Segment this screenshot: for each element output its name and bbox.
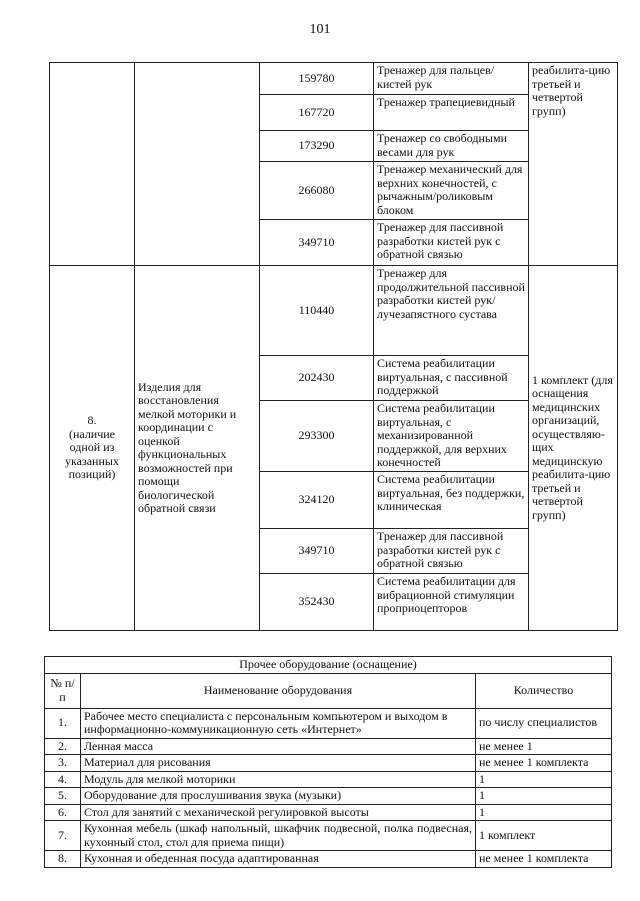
row-qty: не менее 1 комплекта [476, 851, 612, 868]
table-row [50, 63, 618, 95]
item-name-cell: Система реабилитации виртуальная, с механизированной поддержкой, для верхних конечностей [374, 401, 529, 472]
row-qty: по числу специалистов [476, 708, 612, 738]
quantity-cell: 1 комплект (для оснащения медицинских организаций, осуществляю-щих медицинскую реабилита-цию третьей и четвертой групп) [529, 266, 618, 631]
equipment-table-continued [49, 62, 618, 631]
row-qty: 1 [476, 788, 612, 805]
item-name-cell: Система реабилитации виртуальная, с пассивной поддержкой [374, 356, 529, 401]
row-num: 6. [45, 804, 81, 821]
row-name: Ленная масса [81, 738, 476, 755]
row-num: 5. [45, 788, 81, 805]
row-num: 7. [45, 821, 81, 851]
row-qty: 1 [476, 771, 612, 788]
item-name-cell: Система реабилитации для вибрационной стимуляции проприоцепторов [374, 574, 529, 631]
code-cell: 293300 [260, 401, 374, 472]
row-num: 8. [45, 851, 81, 868]
code-cell: 349710 [260, 529, 374, 574]
table-row [45, 851, 612, 868]
item-name-cell: Тренажер для пальцев/кистей рук [374, 63, 529, 95]
quantity-cell: реабилита-цию третьей и четвертой групп) [529, 63, 618, 266]
item-name-cell: Тренажер со свободными весами для рук [374, 131, 529, 162]
row-name: Модуль для мелкой моторики [81, 771, 476, 788]
code-cell: 173290 [260, 131, 374, 162]
table-row [45, 755, 612, 772]
table-row [50, 266, 618, 356]
table-row [45, 708, 612, 738]
row-number-cell-empty [50, 63, 135, 266]
row-qty: 1 [476, 804, 612, 821]
row-name: Кухонная мебель (шкаф напольный, шкафчик подвесной, полка подвесная, кухонный стол, стол для приема пищи) [81, 821, 476, 851]
row-name: Стол для занятий с механической регулировкой высоты [81, 804, 476, 821]
code-cell: 349710 [260, 220, 374, 266]
table-row [45, 771, 612, 788]
row-qty: 1 комплект [476, 821, 612, 851]
row-num: 1. [45, 708, 81, 738]
row-qty: не менее 1 комплекта [476, 755, 612, 772]
row-num: 4. [45, 771, 81, 788]
page-number: 101 [309, 22, 331, 37]
row-note: (наличие одной из указанных позиций) [65, 426, 119, 482]
table-row [45, 788, 612, 805]
row-number-cell [50, 266, 135, 631]
header-num: № п/п [45, 673, 81, 708]
table-row [45, 804, 612, 821]
code-cell: 167720 [260, 95, 374, 131]
code-cell: 202430 [260, 356, 374, 401]
item-name-cell: Тренажер для пассивной разработки кистей рук с обратной связью [374, 220, 529, 266]
code-cell: 324120 [260, 472, 374, 529]
category-cell-empty [135, 63, 260, 266]
row-name: Рабочее место специалиста с персональным компьютером и выходом в информационно-коммуникационную сеть «Интернет» [81, 708, 476, 738]
other-equipment-table [44, 656, 612, 868]
row-name: Оборудование для прослушивания звука (музыки) [81, 788, 476, 805]
header-qty: Количество [476, 673, 612, 708]
table-row [45, 821, 612, 851]
row-name: Материал для рисования [81, 755, 476, 772]
item-name-cell: Тренажер для пассивной разработки кистей рук с обратной связью [374, 529, 529, 574]
table-caption: Прочее оборудование (оснащение) [45, 657, 612, 674]
category-cell: Изделия для восстановления мелкой моторики и координации с оценкой функциональных возможностей при помощи биологической обратной связи [135, 266, 260, 631]
item-name-cell: Система реабилитации виртуальная, без поддержки, клиническая [374, 472, 529, 529]
code-cell: 352430 [260, 574, 374, 631]
item-name-cell: Тренажер механический для верхних конечностей, с рычажным/роликовым блоком [374, 162, 529, 220]
item-name-cell: Тренажер для продолжительной пассивной разработки кистей рук/лучезапястного сустава [374, 266, 529, 356]
row-qty: не менее 1 [476, 738, 612, 755]
header-name: Наименование оборудования [81, 673, 476, 708]
item-name-cell: Тренажер трапециевидный [374, 95, 529, 131]
code-cell: 159780 [260, 63, 374, 95]
row-number: 8. [87, 413, 97, 428]
row-num: 3. [45, 755, 81, 772]
code-cell: 266080 [260, 162, 374, 220]
code-cell: 110440 [260, 266, 374, 356]
row-num: 2. [45, 738, 81, 755]
row-name: Кухонная и обеденная посуда адаптированная [81, 851, 476, 868]
table-row [45, 738, 612, 755]
